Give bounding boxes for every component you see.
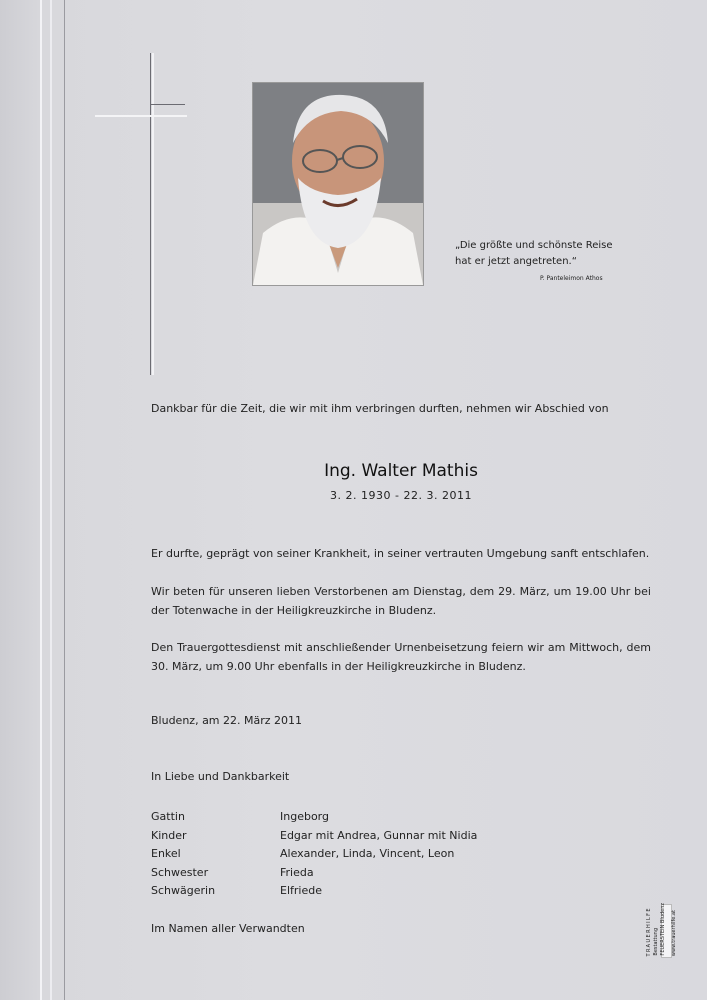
- life-dates: 3. 2. 1930 - 22. 3. 2011: [330, 489, 472, 502]
- logo-sub1: Bestattung: [653, 928, 659, 956]
- family-list: [151, 808, 477, 901]
- logo-web: www.trauerhilfe.at: [671, 909, 677, 956]
- family-relation: Gattin: [151, 810, 185, 823]
- quote-line-2: hat er jetzt angetreten.“: [455, 256, 577, 267]
- paragraph-3: Den Trauergottesdienst mit anschließender Urnenbeisetzung feiern wir am Mittwoch, dem 30. März, um 9.00 Uhr ebenfalls in der Heiligkreuzkirche in Bludenz.: [151, 641, 651, 673]
- family-names: Ingeborg: [280, 810, 329, 823]
- paragraph-1: Er durfte, geprägt von seiner Krankheit, in seiner vertrauten Umgebung sanft entschlafen.: [151, 547, 650, 560]
- family-names: Elfriede: [280, 884, 322, 897]
- family-names: Alexander, Linda, Vincent, Leon: [280, 847, 455, 860]
- family-relation: Schwägerin: [151, 884, 216, 897]
- family-row: [151, 864, 477, 883]
- signoff: Im Namen aller Verwandten: [151, 922, 305, 935]
- family-relation: Enkel: [151, 847, 181, 860]
- family-relation: Schwester: [151, 865, 209, 879]
- quote-line-1: „Die größte und schönste Reise: [455, 240, 613, 251]
- intro-text: Dankbar für die Zeit, die wir mit ihm verbringen durften, nehmen wir Abschied von: [151, 402, 609, 415]
- quote-author: P. Panteleimon Athos: [540, 275, 603, 282]
- place-date: Bludenz, am 22. März 2011: [151, 714, 303, 727]
- family-relation: Kinder: [151, 828, 187, 842]
- family-names: Frieda: [280, 865, 314, 879]
- family-names: Edgar mit Andrea, Gunnar mit Nidia: [280, 828, 478, 842]
- family-row: [151, 808, 477, 827]
- family-row: [151, 882, 477, 901]
- deceased-name: Ing. Walter Mathis: [324, 461, 478, 481]
- paragraph-2: Wir beten für unseren lieben Verstorbenen am Dienstag, dem 29. März, um 19.00 Uhr bei der Totenwache in der Heiligkreuzkirche in Bludenz.: [151, 585, 651, 617]
- logo-brand: TRAUERHILFE: [646, 906, 652, 956]
- family-row: [151, 827, 477, 846]
- portrait-photo: [252, 82, 424, 286]
- family-row: [151, 845, 477, 864]
- funeral-home-logo: [646, 868, 680, 956]
- memorial-cross-icon: [95, 53, 190, 375]
- logo-sub2: FEUERSTEIN Bludenz: [660, 903, 666, 956]
- closing-line: In Liebe und Dankbarkeit: [151, 770, 290, 783]
- quote-block: [455, 238, 655, 282]
